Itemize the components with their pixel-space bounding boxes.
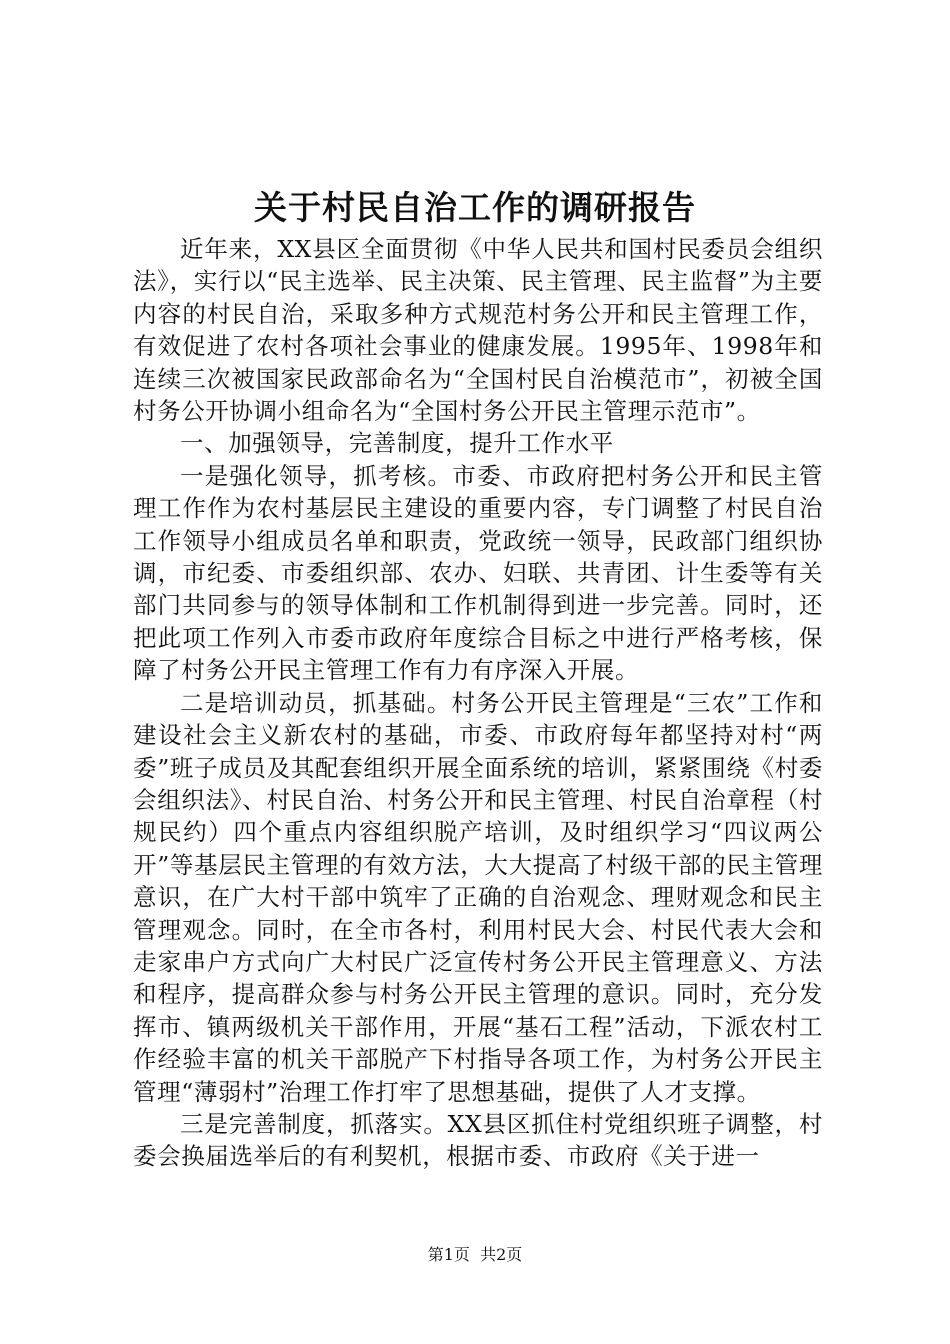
body-paragraph: 二是培训动员，抓基础。村务公开民主管理是“三农”工作和建设社会主义新农村的基础，市委、市政府每年都坚持对村“两委”班子成员及其配套组织开展全面系统的培训，紧紧围绕《村委会组织法》、村民自治、村务公开和民主管理、村民自治章程（村规民约）四个重点内容组织脱产培训，及时组织学习“四议两公开”等基层民主管理的有效方法，大大提高了村级干部的民主管理意识，在广大村干部中筑牢了正确的自治观念、理财观念和民主管理观念。同时，在全市各村，利用村民大会、村民代表大会和走家串户方式向广大村民广泛宣传村务公开民主管理意义、方法和程序，提高群众参与村务公开民主管理的意识。同时，充分发挥市、镇两级机关干部作用，开展“基石工程”活动，下派农村工作经验丰富的机关干部脱产下村指导各项工作，为村务公开民主管理“薄弱村”治理工作打牢了思想基础，提供了人才支撑。 (133, 688, 823, 1106)
page-total: 共2页 (480, 1245, 523, 1264)
section-heading: 一、加强领导，完善制度，提升工作水平 (180, 429, 614, 458)
page-number: 第1页 (427, 1245, 470, 1264)
body-paragraph: 一是强化领导，抓考核。市委、市政府把村务公开和民主管理工作作为农村基层民主建设的重要内容，专门调整了村民自治工作领导小组成员名单和职责，党政统一领导，民政部门组织协调，市纪委、市委组织部、农办、妇联、共青团、计生委等有关部门共同参与的领导体制和工作机制得到进一步完善。同时，还把此项工作列入市委市政府年度综合目标之中进行严格考核，保障了村务公开民主管理工作有力有序深入开展。 (133, 461, 823, 685)
body-paragraph: 三是完善制度，抓落实。XX县区抓住村党组织班子调整，村委会换届选举后的有利契机，根据市委、市政府《关于进一 (133, 1109, 823, 1171)
page-footer (0, 1244, 950, 1266)
intro-paragraph: 近年来，XX县区全面贯彻《中华人民共和国村民委员会组织法》，实行以“民主选举、民主决策、民主管理、民主监督”为主要内容的村民自治，采取多种方式规范村务公开和民主管理工作，有效促进了农村各项社会事业的健康发展。1995年、1998年和连续三次被国家民政部命名为“全国村民自治模范市”，初被全国村务公开协调小组命名为“全国村务公开民主管理示范市”。 (133, 235, 823, 426)
document-title: 关于村民自治工作的调研报告 (254, 188, 696, 227)
document-body (133, 233, 823, 1173)
